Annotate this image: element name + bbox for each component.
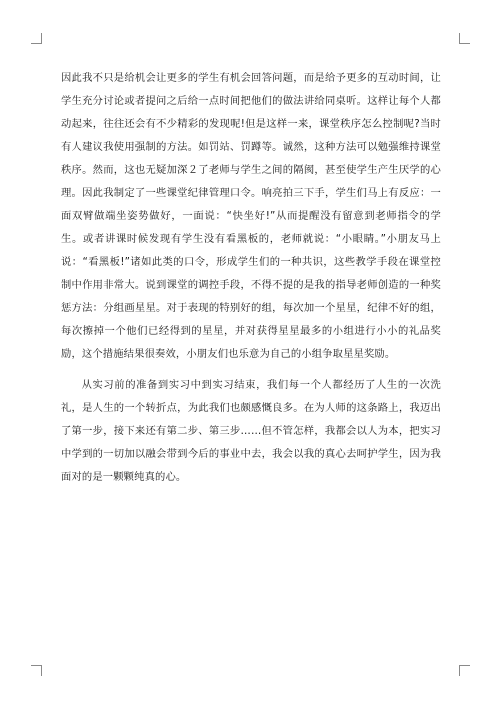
crop-mark-top-right — [459, 33, 470, 44]
document-body — [61, 67, 441, 489]
crop-mark-bottom-left — [31, 665, 42, 676]
paragraph-internship-reflection: 从实习前的准备到实习中到实习结束，我们每一个人都经历了人生的一次洗礼，是人生的一个转折点，为此我们也颇感慨良多。在为人师的这条路上，我迈出了第一步，接下来还有第二步、第三步……但不管怎样，我都会以人为本，把实习中学到的一切加以融会带到今后的事业中去，我会以我的真心去呵护学生，因为我面对的是一颗颗纯真的心。 — [61, 379, 441, 483]
crop-mark-top-left — [31, 33, 42, 44]
paragraph-classroom-management: 因此我不只是给机会让更多的学生有机会回答问题，而是给予更多的互动时间，让学生充分讨论或者提问之后给一点时间把他们的做法讲给同桌听。这样让每个人都动起来，往往还会有不少精彩的发现呢!但是这样一来，课堂秩序怎么控制呢?当时有人建议我使用强制的方法。如罚站、罚蹲等。诚然，这种方法可以勉强维持课堂秩序。然而，这也无疑加深２了老师与学生之间的隔阂，甚至使学生产生厌学的心理。因此我制定了一些课堂纪律管理口令。响亮拍三下手，学生们马上有反应：一面双臂做端坐姿势做好，一面说：“快坐好!”从而提醒没有留意到老师指令的学生。或者讲课时候发现有学生没有看黑板的，老师就说：“小眼睛。”小朋友马上说：“看黑板!”诸如此类的口令，形成学生们的一种共识，这些教学手段在课堂控制中作用非常大。说到课堂的调控手段，不得不提的是我的指导老师创造的一种奖惩方法：分组画星星。对于表现的特别好的组，每次加一个星星，纪律不好的组，每次擦掉一个他们已经得到的星星，并对获得星星最多的小组进行小小的礼品奖励，这个措施结果很奏效，小朋友们也乐意为自己的小组争取星星奖励。 — [61, 72, 441, 360]
crop-mark-bottom-right — [459, 665, 470, 676]
